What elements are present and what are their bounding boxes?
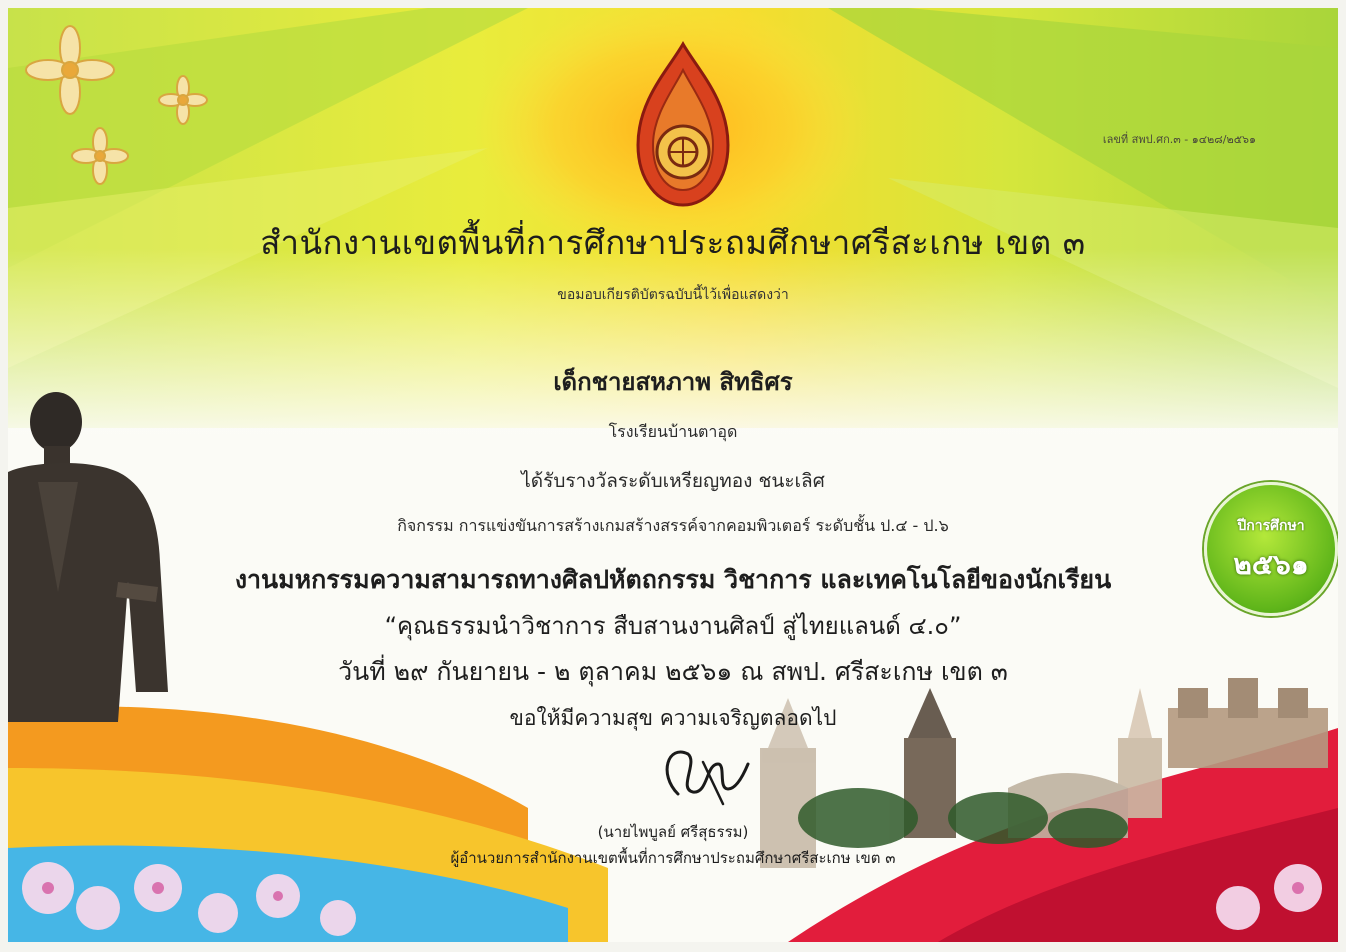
wish-text: ขอให้มีความสุข ความเจริญตลอดไป: [509, 706, 837, 730]
academic-year-badge: [1204, 482, 1338, 616]
event-slogan: “คุณธรรมนำวิชาการ สืบสานงานศิลป์ สู่ไทยแลนด์ ๔.๐”: [384, 612, 962, 640]
certificate-number: เลขที่ สพป.ศก.๓ - ๑๔๒๘/๒๕๖๑: [1102, 133, 1256, 146]
signature-image: [648, 734, 758, 814]
signer-name: (นายไพบูลย์ ศรีสุธรรม): [597, 823, 749, 841]
intro-text: ขอมอบเกียรติบัตรฉบับนี้ไว้เพื่อแสดงว่า: [557, 287, 789, 303]
event-date-location: วันที่ ๒๙ กันยายน - ๒ ตุลาคม ๒๕๖๑ ณ สพป. ศรีสะเกษ เขต ๓: [338, 657, 1008, 686]
activity-text: กิจกรรม การแข่งขันการสร้างเกมสร้างสรรค์จากคอมพิวเตอร์ ระดับชั้น ป.๔ - ป.๖: [397, 516, 949, 535]
event-title: งานมหกรรมความสามารถทางศิลปหัตถกรรม วิชาการ และเทคโนโลยีของนักเรียน: [234, 565, 1112, 594]
recipient-name: เด็กชายสหภาพ สิทธิศร: [553, 368, 793, 396]
signer-title: ผู้อำนวยการสำนักงานเขตพื้นที่การศึกษาประถมศึกษาศรีสะเกษ เขต ๓: [450, 849, 896, 867]
badge-year: ๒๕๖๑: [1233, 548, 1309, 581]
school-name: โรงเรียนบ้านตาอุด: [608, 422, 738, 441]
badge-label: ปีการศึกษา: [1237, 518, 1305, 534]
certificate: [8, 8, 1338, 942]
ministry-emblem-icon: [628, 40, 738, 210]
office-title: สำนักงานเขตพื้นที่การศึกษาประถมศึกษาศรีสะเกษ เขต ๓: [260, 223, 1086, 262]
award-text: ได้รับรางวัลระดับเหรียญทอง ชนะเลิศ: [521, 470, 825, 492]
